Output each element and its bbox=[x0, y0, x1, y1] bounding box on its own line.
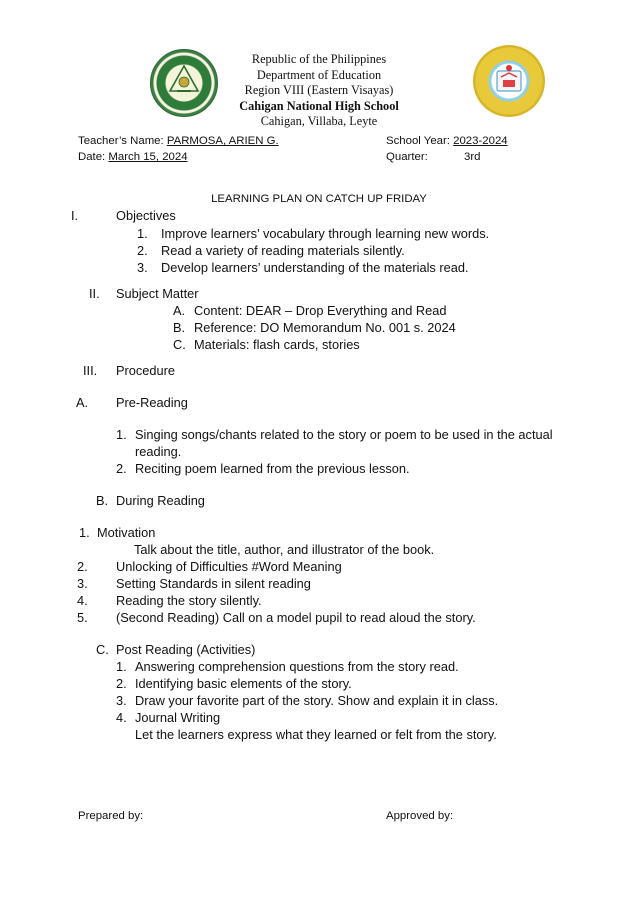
motivation-number: 1. bbox=[79, 525, 90, 540]
pre-reading-2-text: Reciting poem learned from the previous lesson. bbox=[135, 461, 410, 476]
post-2-text: Identifying basic elements of the story. bbox=[135, 676, 352, 691]
date-row bbox=[78, 151, 188, 163]
post-3-text: Draw your favorite part of the story. Show and explain it in class. bbox=[135, 693, 499, 708]
during-5-number: 5. bbox=[77, 610, 88, 625]
objective-3-number: 3. bbox=[137, 260, 148, 275]
post-4-text: Journal Writing bbox=[135, 710, 221, 725]
document-header bbox=[0, 52, 638, 130]
header-region: Region VIII (Eastern Visayas) bbox=[244, 83, 394, 98]
objective-1-text: Improve learners’ vocabulary through learning new words. bbox=[161, 226, 490, 241]
subject-materials: Materials: flash cards, stories bbox=[194, 337, 360, 352]
during-reading-letter: B. bbox=[96, 493, 109, 508]
subject-content: Content: DEAR – Drop Everything and Read bbox=[194, 303, 447, 318]
post-4-number: 4. bbox=[116, 710, 127, 725]
subject-c-letter: C. bbox=[173, 337, 186, 352]
procedure-heading: Procedure bbox=[116, 363, 176, 378]
during-4-number: 4. bbox=[77, 593, 88, 608]
teacher-name-label: Teacher’s Name: bbox=[78, 135, 167, 147]
motivation-text: Talk about the title, author, and illustrator of the book. bbox=[134, 542, 435, 557]
date-label: Date: bbox=[78, 151, 109, 163]
during-3-number: 3. bbox=[77, 576, 88, 591]
post-reading-heading: Post Reading (Activities) bbox=[116, 642, 256, 657]
objective-1-number: 1. bbox=[137, 226, 148, 241]
page-title: LEARNING PLAN ON CATCH UP FRIDAY bbox=[211, 193, 427, 205]
post-reading-letter: C. bbox=[96, 642, 109, 657]
header-school: Cahigan National High School bbox=[239, 98, 399, 113]
motivation-heading: Motivation bbox=[97, 525, 156, 540]
header-location: Cahigan, Villaba, Leyte bbox=[260, 114, 378, 129]
pre-reading-letter: A. bbox=[76, 395, 89, 410]
objective-3-text: Develop learners’ understanding of the materials read. bbox=[161, 260, 469, 275]
objective-2-text: Read a variety of reading materials silently. bbox=[161, 243, 405, 258]
post-1-text: Answering comprehension questions from the story read. bbox=[135, 659, 459, 674]
school-year-row bbox=[386, 135, 508, 147]
during-3-text: Setting Standards in silent reading bbox=[116, 576, 311, 591]
pre-reading-1-line2: reading. bbox=[135, 444, 182, 459]
subject-heading: Subject Matter bbox=[116, 286, 199, 301]
objective-2-number: 2. bbox=[137, 243, 148, 258]
teacher-name-value: PARMOSA, ARIEN G. bbox=[166, 135, 279, 147]
pre-reading-1-line1: Singing songs/chants related to the story or poem to be used in the actual bbox=[135, 427, 553, 442]
pre-reading-1-number: 1. bbox=[116, 427, 127, 442]
quarter-label: Quarter: bbox=[386, 151, 428, 163]
school-year-value: 2023-2024 bbox=[453, 135, 508, 147]
post-2-number: 2. bbox=[116, 676, 127, 691]
pre-reading-2-number: 2. bbox=[116, 461, 127, 476]
school-year-label: School Year: bbox=[386, 135, 454, 147]
date-value: March 15, 2024 bbox=[108, 151, 188, 163]
subject-a-letter: A. bbox=[173, 303, 186, 318]
during-reading-heading: During Reading bbox=[116, 493, 205, 508]
during-2-text: Unlocking of Difficulties #Word Meaning bbox=[116, 559, 342, 574]
header-republic: Republic of the Philippines bbox=[251, 52, 387, 66]
teacher-name-row bbox=[78, 135, 279, 147]
objectives-number: I. bbox=[71, 208, 79, 223]
journal-writing-text: Let the learners express what they learned or felt from the story. bbox=[135, 727, 497, 742]
header-department: Department of Education bbox=[256, 67, 382, 82]
quarter-value: 3rd bbox=[464, 151, 481, 163]
subject-reference: Reference: DO Memorandum No. 001 s. 2024 bbox=[194, 320, 456, 335]
approved-by-label: Approved by: bbox=[386, 810, 454, 822]
objectives-heading: Objectives bbox=[116, 208, 176, 223]
during-5-text: (Second Reading) Call on a model pupil to read aloud the story. bbox=[116, 610, 476, 625]
pre-reading-heading: Pre-Reading bbox=[116, 395, 188, 410]
during-4-text: Reading the story silently. bbox=[116, 593, 262, 608]
subject-b-letter: B. bbox=[173, 320, 186, 335]
prepared-by-label: Prepared by: bbox=[78, 810, 144, 822]
post-3-number: 3. bbox=[116, 693, 127, 708]
during-2-number: 2. bbox=[77, 559, 88, 574]
post-1-number: 1. bbox=[116, 659, 127, 674]
procedure-number: III. bbox=[83, 363, 98, 378]
subject-number: II. bbox=[89, 286, 100, 301]
